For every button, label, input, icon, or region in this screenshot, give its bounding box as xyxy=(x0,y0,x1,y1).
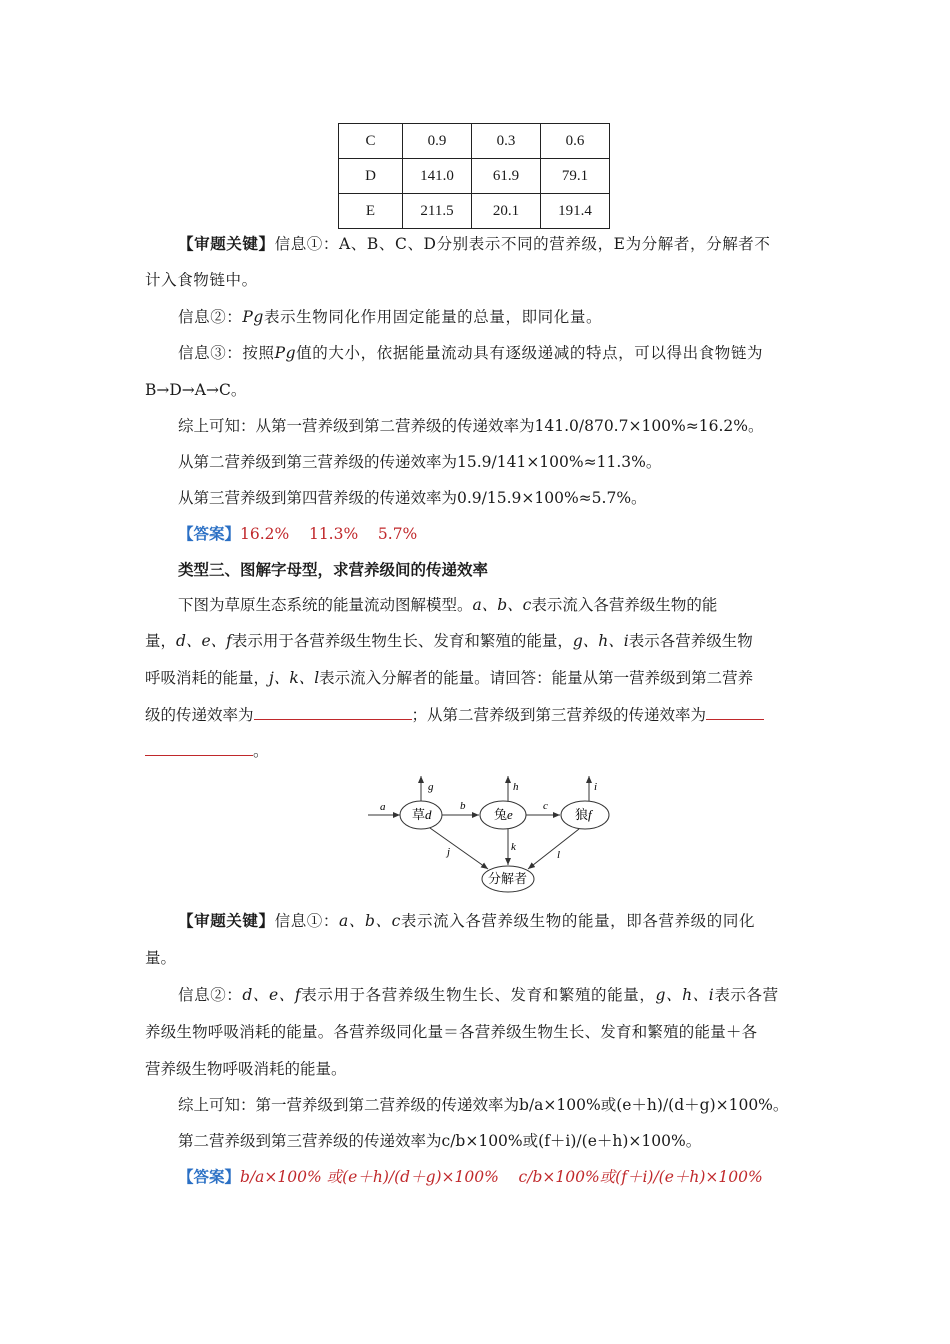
summary-text: 综上可知：第一营养级到第二营养级的传递效率为 xyxy=(178,1096,520,1114)
question-text: 表示用于各营养级生物生长、发育和繁殖的能量， xyxy=(231,632,573,650)
info-vars: g、h、i xyxy=(655,986,715,1004)
table-cell: 79.1 xyxy=(541,159,610,194)
question-line-1 xyxy=(178,594,808,616)
info-prefix: 信息②： xyxy=(178,986,243,1004)
answer-line-1 xyxy=(178,523,808,545)
analysis-info1-line xyxy=(178,233,808,255)
node-grass-label: 草d xyxy=(412,807,432,822)
arrow-l xyxy=(528,829,579,869)
question-text: ；从第二营养级到第三营养级的传递效率为 xyxy=(411,706,707,724)
question-text: 级的传递效率为 xyxy=(145,706,254,724)
table-cell: 141.0 xyxy=(403,159,472,194)
analysis2-summary-1 xyxy=(178,1094,808,1116)
node-decomposer-label: 分解者 xyxy=(488,871,528,886)
question-line-3 xyxy=(145,667,807,689)
question-line-4 xyxy=(145,704,807,726)
section-heading: 类型三、图解字母型，求营养级间的传递效率 xyxy=(178,561,489,579)
table-cell: 0.6 xyxy=(541,124,610,159)
analysis2-info1-line xyxy=(178,910,808,932)
question-text: 表示流入分解者的能量。请回答：能量从第一营养级到第二营养 xyxy=(319,669,754,687)
label-b: b xyxy=(460,800,466,812)
row-header-cell: C xyxy=(339,124,403,159)
row-header-cell: D xyxy=(339,159,403,194)
answer-blank-1[interactable] xyxy=(254,705,412,720)
node-wolf-label: 狼f xyxy=(575,807,592,822)
label-k: k xyxy=(511,841,516,853)
table-row xyxy=(339,159,610,194)
question-text: 量， xyxy=(145,632,177,650)
answer-label: 【答案】 xyxy=(178,525,241,543)
question-line-5 xyxy=(145,740,807,762)
row-header-cell: E xyxy=(339,194,403,229)
info-text: 表示用于各营养级生物生长、发育和繁殖的能量， xyxy=(301,986,656,1004)
node-rabbit-label: 兔e xyxy=(494,807,513,822)
info-text: 表示各营 xyxy=(714,986,779,1004)
info3-variable: Pg xyxy=(274,344,297,362)
label-i: i xyxy=(594,781,598,793)
analysis2-info2-cont1: 养级生物呼吸消耗的能量。各营养级同化量＝各营养级生物生长、发育和繁殖的能量＋各 xyxy=(145,1023,758,1041)
answer-line-2 xyxy=(178,1166,808,1188)
analysis-info1-text: 信息①：A、B、C、D分别表示不同的营养级，E为分解者，分解者不 xyxy=(274,235,771,253)
info-vars: d、e、f xyxy=(242,986,302,1004)
summary-line-3: 从第三营养级到第四营养级的传递效率为0.9/15.9×100%≈5.7%。 xyxy=(178,489,647,507)
analysis-info1-cont: 计入食物链中。 xyxy=(145,271,258,289)
question-vars: g、h、i xyxy=(572,632,629,650)
table-cell: 0.9 xyxy=(403,124,472,159)
label-a: a xyxy=(380,801,386,813)
answer-text: 16.2% 11.3% 5.7% xyxy=(240,525,418,543)
analysis2-info2-cont2: 营养级生物呼吸消耗的能量。 xyxy=(145,1060,347,1078)
info2-variable: Pg xyxy=(242,308,264,326)
label-j: j xyxy=(447,846,451,858)
arrow-j xyxy=(430,828,488,869)
answer-text: b/a×100% 或(e＋h)/(d＋g)×100% c/b×100%或(f＋i)/(e＋h)×100% xyxy=(240,1168,763,1186)
label-g: g xyxy=(428,781,434,793)
label-c: c xyxy=(543,800,548,812)
question-line-2 xyxy=(145,630,807,652)
food-chain: B→D→A→C。 xyxy=(145,381,247,399)
table-cell: 20.1 xyxy=(472,194,541,229)
analysis-info2-line xyxy=(178,306,808,328)
summary-text: 第二营养级到第三营养级的传递效率为 xyxy=(178,1132,442,1150)
label-h: h xyxy=(513,781,519,793)
table-cell: 61.9 xyxy=(472,159,541,194)
analysis-info3-line xyxy=(178,342,808,364)
question-text: 呼吸消耗的能量， xyxy=(145,669,270,687)
analysis-label: 【审题关键】 xyxy=(178,235,275,253)
question-text: 表示各营养级生物 xyxy=(628,632,753,650)
info3-prefix: 信息③：按照 xyxy=(178,344,275,362)
table-cell: 0.3 xyxy=(472,124,541,159)
analysis2-summary-2 xyxy=(178,1130,808,1152)
answer-blank-2[interactable] xyxy=(706,705,764,720)
info2-prefix: 信息②： xyxy=(178,308,243,326)
info-vars: a、b、c xyxy=(339,912,401,930)
info2-text: 表示生物同化作用固定能量的总量，即同化量。 xyxy=(263,308,603,326)
analysis2-info1-cont: 量。 xyxy=(145,949,177,967)
question-text: 表示流入各营养级生物的能 xyxy=(531,596,718,614)
summary-line-1: 综上可知：从第一营养级到第二营养级的传递效率为141.0/870.7×100%≈16.2%。 xyxy=(178,417,764,435)
question-text: 。 xyxy=(253,742,269,760)
summary-formula: c/b×100%或(f＋i)/(e＋h)×100%。 xyxy=(441,1132,702,1150)
summary-line-2: 从第二营养级到第三营养级的传递效率为15.9/141×100%≈11.3%。 xyxy=(178,453,662,471)
energy-table xyxy=(338,123,610,229)
label-l: l xyxy=(557,849,561,861)
analysis2-info2-line xyxy=(178,984,808,1006)
table-row xyxy=(339,124,610,159)
info-text: 表示流入各营养级生物的能量，即各营养级的同化 xyxy=(400,912,756,930)
question-vars: d、e、f xyxy=(176,632,232,650)
energy-flow-diagram xyxy=(360,770,620,895)
question-vars: j、k、l xyxy=(269,669,320,687)
info-prefix: 信息①： xyxy=(274,912,340,930)
answer-blank-2-cont[interactable] xyxy=(145,741,253,756)
answer-label: 【答案】 xyxy=(178,1168,241,1186)
table-row xyxy=(339,194,610,229)
table-cell: 191.4 xyxy=(541,194,610,229)
analysis2-label: 【审题关键】 xyxy=(178,912,275,930)
table-cell: 211.5 xyxy=(403,194,472,229)
info3-text: 值的大小，依据能量流动具有逐级递减的特点，可以得出食物链为 xyxy=(296,344,764,362)
summary-formula: b/a×100%或(e＋h)/(d＋g)×100%。 xyxy=(519,1096,789,1114)
question-vars: a、b、c xyxy=(472,596,532,614)
question-text: 下图为草原生态系统的能量流动图解模型。 xyxy=(178,596,473,614)
